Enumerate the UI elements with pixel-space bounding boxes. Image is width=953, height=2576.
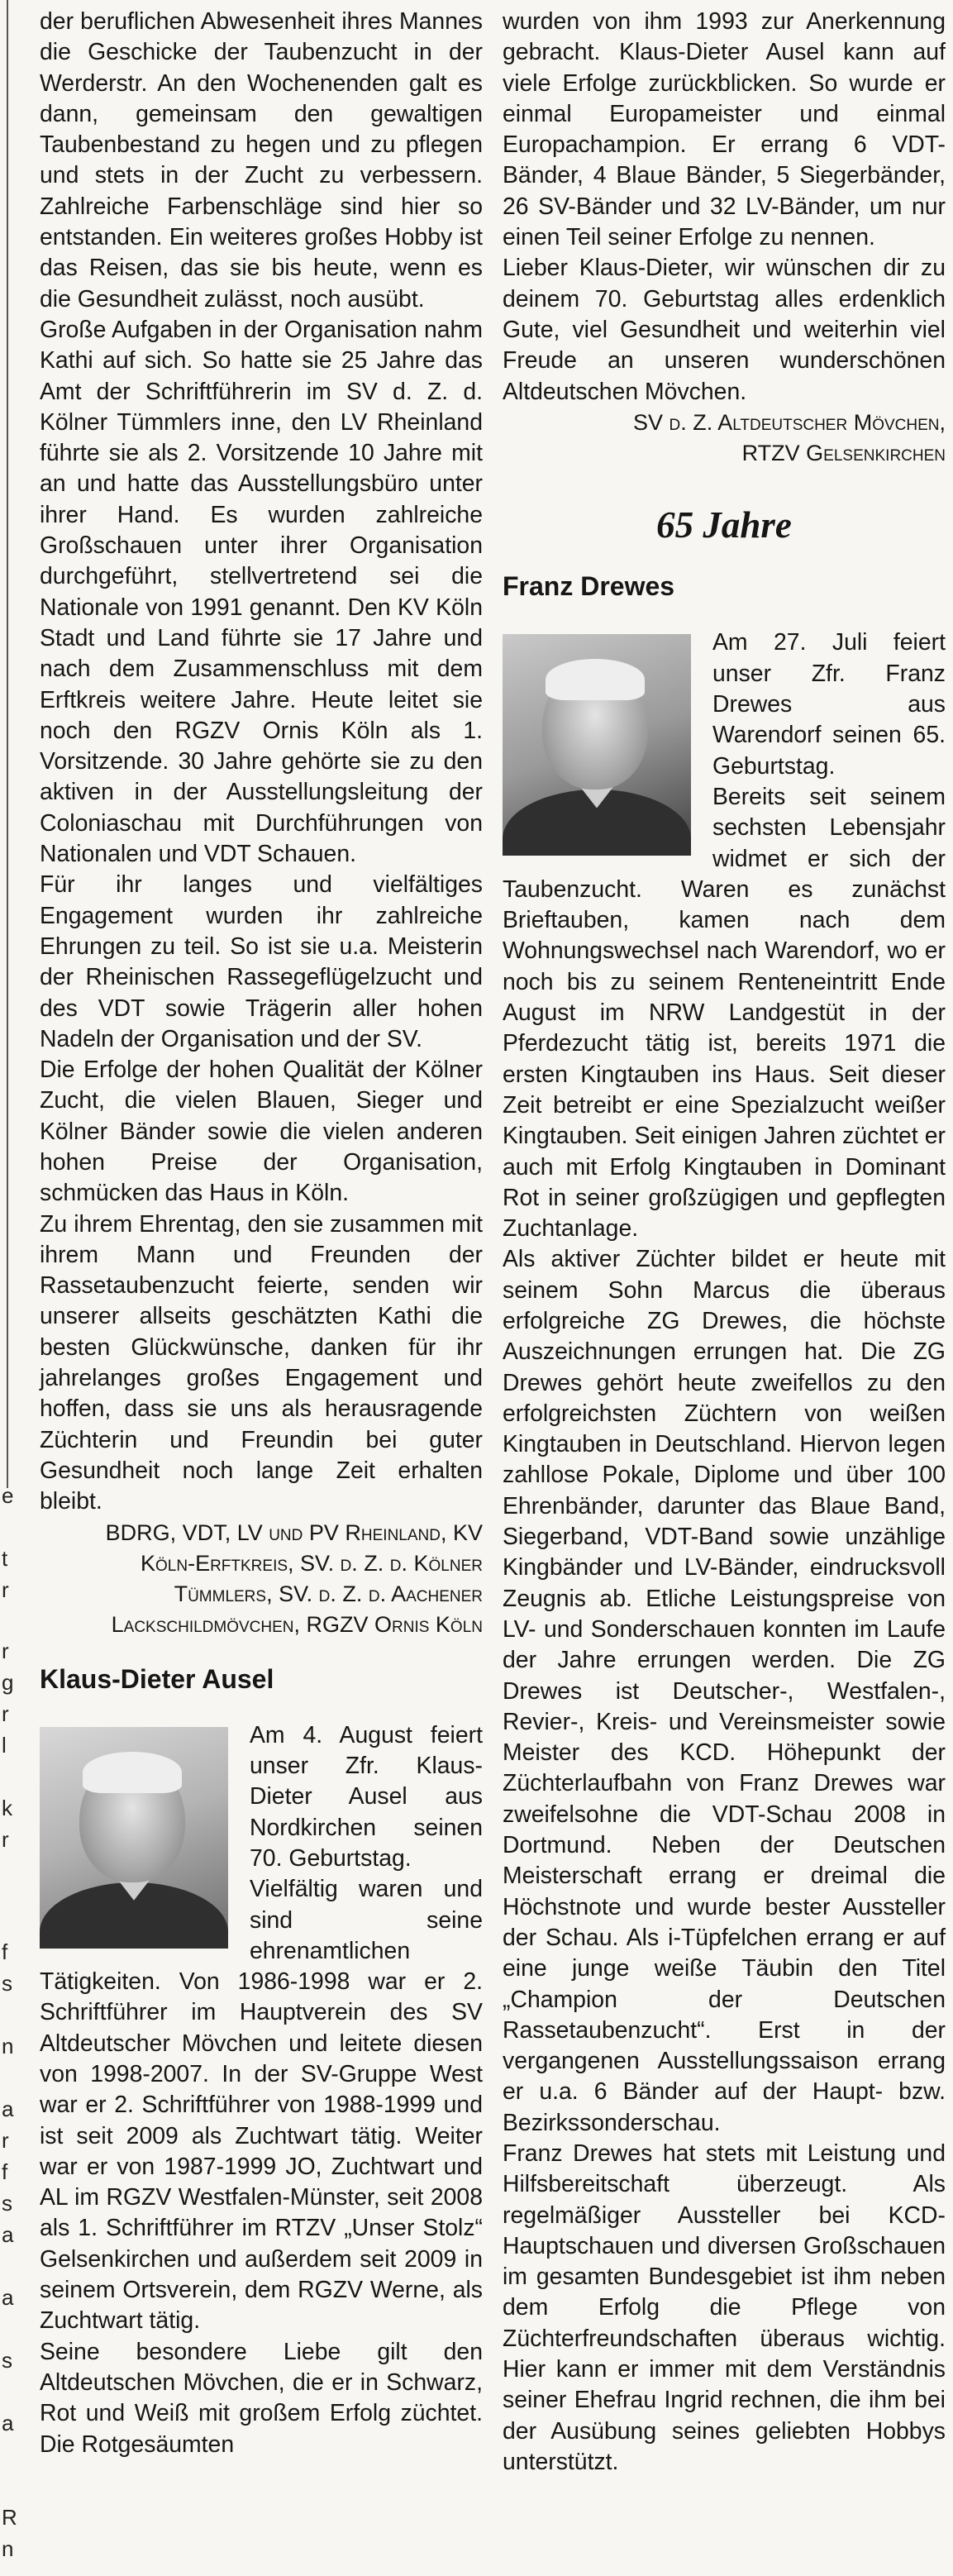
ausel-signature-line-1: SV d. Z. Altdeutscher Mövchen, <box>632 409 946 435</box>
gutter-fragment: s <box>2 2348 12 2373</box>
drewes-intro: Am 27. Juli feiert unser Zfr. Franz Drewes aus Warendorf seinen 65. Geburtstag. <box>712 629 946 780</box>
kathi-paragraph-honours: Für ihr langes und vielfältiges Engagement wurden ihr zahlreiche Ehrungen zu teil. So ist sie u.a. Meisterin der Rheinischen Rassegeflügelzucht und des VDT sowie Trägerin aller hohen Nadeln der Organisation und der SV. <box>40 871 483 1052</box>
gutter-fragment: e <box>2 1483 14 1508</box>
gutter-fragment: r <box>2 1701 9 1726</box>
gutter-fragment: a <box>2 2285 14 2310</box>
kathi-paragraph-intro: der beruflichen Abwesenheit ihres Mannes die Geschicke der Taubenzucht in der Werderstr. An den Wochenenden galt es dann, gemeinsam den gewaltigen Taubenbestand zu hegen und zu pflegen und stets in der Zucht zu verbessern. Zahlreiche Farbenschläge sind hier so entstanden. Ein weiteres großes Hobby ist das Reisen, das sie bis heute, wenn es die Gesundheit zulässt, noch ausübt. <box>40 8 483 312</box>
gutter-fragment: f <box>2 2159 8 2184</box>
ausel-birthday-wishes: Lieber Klaus-Dieter, wir wünschen dir zu deinem 70. Geburtstag alles erdenklich Gute, viel Gesundheit und weiterhin viel Freude an unseren wunderschönen Altdeutschen Mövchen. <box>503 255 946 405</box>
gutter-fragment: r <box>2 2128 9 2153</box>
cropped-adjacent-column <box>0 1480 18 2571</box>
column-divider-rule <box>7 0 8 1488</box>
ausel-intro: Am 4. August feiert unser Zfr. Klaus-Dieter Ausel aus Nordkirchen seinen 70. Geburtstag. <box>250 1721 483 1872</box>
section-heading-65-years: 65 Jahre <box>656 504 792 546</box>
gutter-fragment: r <box>2 1577 9 1602</box>
ausel-signature-line-2: RTZV Gelsenkirchen <box>741 441 946 466</box>
gutter-fragment: k <box>2 1796 12 1820</box>
portrait-photo-klaus-dieter-ausel <box>40 1727 228 1949</box>
gutter-fragment: f <box>2 1939 8 1964</box>
gutter-fragment: a <box>2 2411 14 2435</box>
drewes-paragraph-zg-drewes: Als aktiver Züchter bildet er heute mit seinem Sohn Marcus die überaus erfolgreiche ZG Drewes, die höchste Auszeichnungen errungen hat. Die ZG Drewes gehört heute zweifellos zu den erfolgreichsten Züchtern von weißen Kingtauben in Deutschland. Hiervon legen zahllose Pokale, Diplome und über 100 Ehrenbänder, darunter das Blaue Band, Siegerband, VDT-Band sowie unzählige Kingbänder und LV-Bänder, eindrucksvoll Zeugnis ab. Etliche Leistungspreise von LV- und Sonderschauen konnten im Laufe der Jahre errungen werden. Die ZG Drewes ist Deutscher-, Westfalen-, Revier-, Kreis- und Vereinsmeister sowie Meister des KCD. Höhepunkt der Züchterlaufbahn von Franz Drewes war zweifelsohne die VDT-Schau 2008 in Dortmund. Neben der Deutschen Meisterschaft errang er dreimal die Höchstnote und wurde bester Aussteller der Schau. Als i-Tüpfelchen errang er auf eine junge weiße Täubin den Titel „Champion der Deutschen Rassetaubenzucht“. Erst in der vergangenen Ausstellungssaison errang er u.a. 6 Bänder auf der Haupt- bzw. Bezirkssonderschau. <box>503 1246 946 2136</box>
gutter-fragment: r <box>2 1827 9 1852</box>
gutter-fragment: a <box>2 2222 14 2247</box>
gutter-fragment: t <box>2 1546 8 1571</box>
gutter-fragment: g <box>2 1670 14 1695</box>
ausel-paragraph-continued: wurden von ihm 1993 zur Anerkennung gebracht. Klaus-Dieter Ausel kann auf viele Erfolge zurückblicken. So wurde er einmal Europameister und einmal Europachampion. Er errang 6 VDT-Bänder, 4 Blaue Bänder, 5 Siegerbänder, 26 SV-Bänder und 32 LV-Bänder, um nur einen Teil seiner Erfolge zu nennen. <box>503 8 946 251</box>
drewes-paragraph-beginnings: Bereits seit seinem sechsten Lebensjahr widmet er sich der Taubenzucht. Waren es zunächst Brieftauben, kamen nach dem Wohnungswechsel nach Warendorf, wo er noch bis zu seinem Renteneintritt Ende August im NRW Landgestüt in der Pferdezucht tätig ist, bereits 1971 die ersten Kingtauben ins Haus. Seit dieser Zeit betreibt er eine Spezialzucht weißer Kingtauben. Seit einigen Jahren züchtet er auch mit Erfolg Kingtauben in Dominant Rot in seiner großzügigen und gepflegten Zuchtanlage. <box>503 783 946 1243</box>
gutter-fragment: r <box>2 1639 9 1663</box>
gutter-fragment: n <box>2 2034 14 2058</box>
person-heading-klaus-dieter-ausel: Klaus-Dieter Ausel <box>40 1663 274 1694</box>
gutter-fragment: a <box>2 2097 14 2121</box>
portrait-photo-franz-drewes <box>503 634 691 856</box>
drewes-paragraph-character: Franz Drewes hat stets mit Leistung und Hilfsbereitschaft überzeugt. Als regelmäßiger Aussteller bei KCD-Hauptschauen und diversen Großschauen im gesamten Bundesgebiet ist ihm neben dem Erfolg die Pflege von Züchterfreundschaften überaus wichtig. Hier kann er immer mit dem Verständnis seiner Ehefrau Ingrid rechnen, die ihm bei der Ausübung seines geliebten Hobbys unterstützt. <box>503 2140 946 2475</box>
kathi-paragraph-successes: Die Erfolge der hohen Qualität der Kölner Zucht, die vielen Blauen, Sieger und Kölner Bänder sowie die vielen anderen hohen Preise der Organisation, schmücken das Haus in Köln. <box>40 1057 483 1207</box>
gutter-fragment: s <box>2 1971 12 1996</box>
ausel-paragraph-offices: Vielfältig waren und sind seine ehrenamtlichen Tätigkeiten. Von 1986-1998 war er 2. Schriftführer im Hauptverein des SV Altdeutscher Mövchen und leitete diesen von 1998-2007. In der SV-Gruppe West war er 2. Schriftführer von 1988-1999 und ist seit 2009 als Zuchtwart tätig. Weiter war er von 1987-1999 JO, Zuchtwart und AL im RGZV Westfalen-Münster, seit 2008 als 1. Schriftführer im RTZV „Unser Stolz“ Gelsenkirchen und außerdem seit 2009 in seinem Ortsverein, dem RGZV Werne, als Zuchtwart tätig. <box>40 1876 483 2335</box>
gutter-fragment: l <box>2 1733 7 1758</box>
kathi-paragraph-organisation: Große Aufgaben in der Organisation nahm Kathi auf sich. So hatte sie 25 Jahre das Amt der Schriftführerin im SV d. Z. d. Kölner Tümmlers inne, den LV Rheinland führte sie als 2. Vorsitzende 10 Jahre mit an und hatte das Ausstellungsbüro unter ihrer Hand. Es wurden zahlreiche Großschauen unter ihrer Organisation durchgeführt, stellvertretend sei die Nationale von 1991 genannt. Den KV Köln Stadt und Land führte sie 17 Jahre und nach dem Zusammenschluss mit dem Erftkreis weitere Jahre. Heute leitet sie noch den RGZV Ornis Köln als 1. Vorsitzende. 30 Jahre gehörte sie zu den aktiven in der Ausstellungsleitung der Coloniaschau mit Durchführungen von Nationalen und VDT Schauen. <box>40 316 483 868</box>
left-column <box>40 7 483 2460</box>
gutter-fragment: s <box>2 2191 12 2216</box>
kathi-paragraph-wishes: Zu ihrem Ehrentag, den sie zusammen mit ihrem Mann und Freunden der Rassetaubenzucht feierte, senden wir unserer allseits geschätzten Kathi die besten Glückwünsche, danken für ihr jahrelanges großes Engagement und hoffen, dass sie uns als herausragende Züchterin und Freundin bei guter Gesundheit noch lange Zeit erhalten bleibt. <box>40 1210 483 1515</box>
ausel-paragraph-breeding: Seine besondere Liebe gilt den Altdeutschen Mövchen, die er in Schwarz, Rot und Weiß mit großem Erfolg züchtet. Die Rotgesäumten <box>40 2338 483 2458</box>
gutter-fragment: n <box>2 2536 14 2561</box>
gutter-fragment: R <box>2 2505 17 2530</box>
kathi-signature: BDRG, VDT, LV und PV Rheinland, KV Köln-Erftkreis, SV. d. Z. d. Kölner Tümmlers, SV. d. Z. d. Aachener Lackschildmövchen, RGZV Ornis Köln <box>105 1519 483 1638</box>
right-column <box>503 7 946 2478</box>
person-heading-franz-drewes: Franz Drewes <box>503 571 675 602</box>
